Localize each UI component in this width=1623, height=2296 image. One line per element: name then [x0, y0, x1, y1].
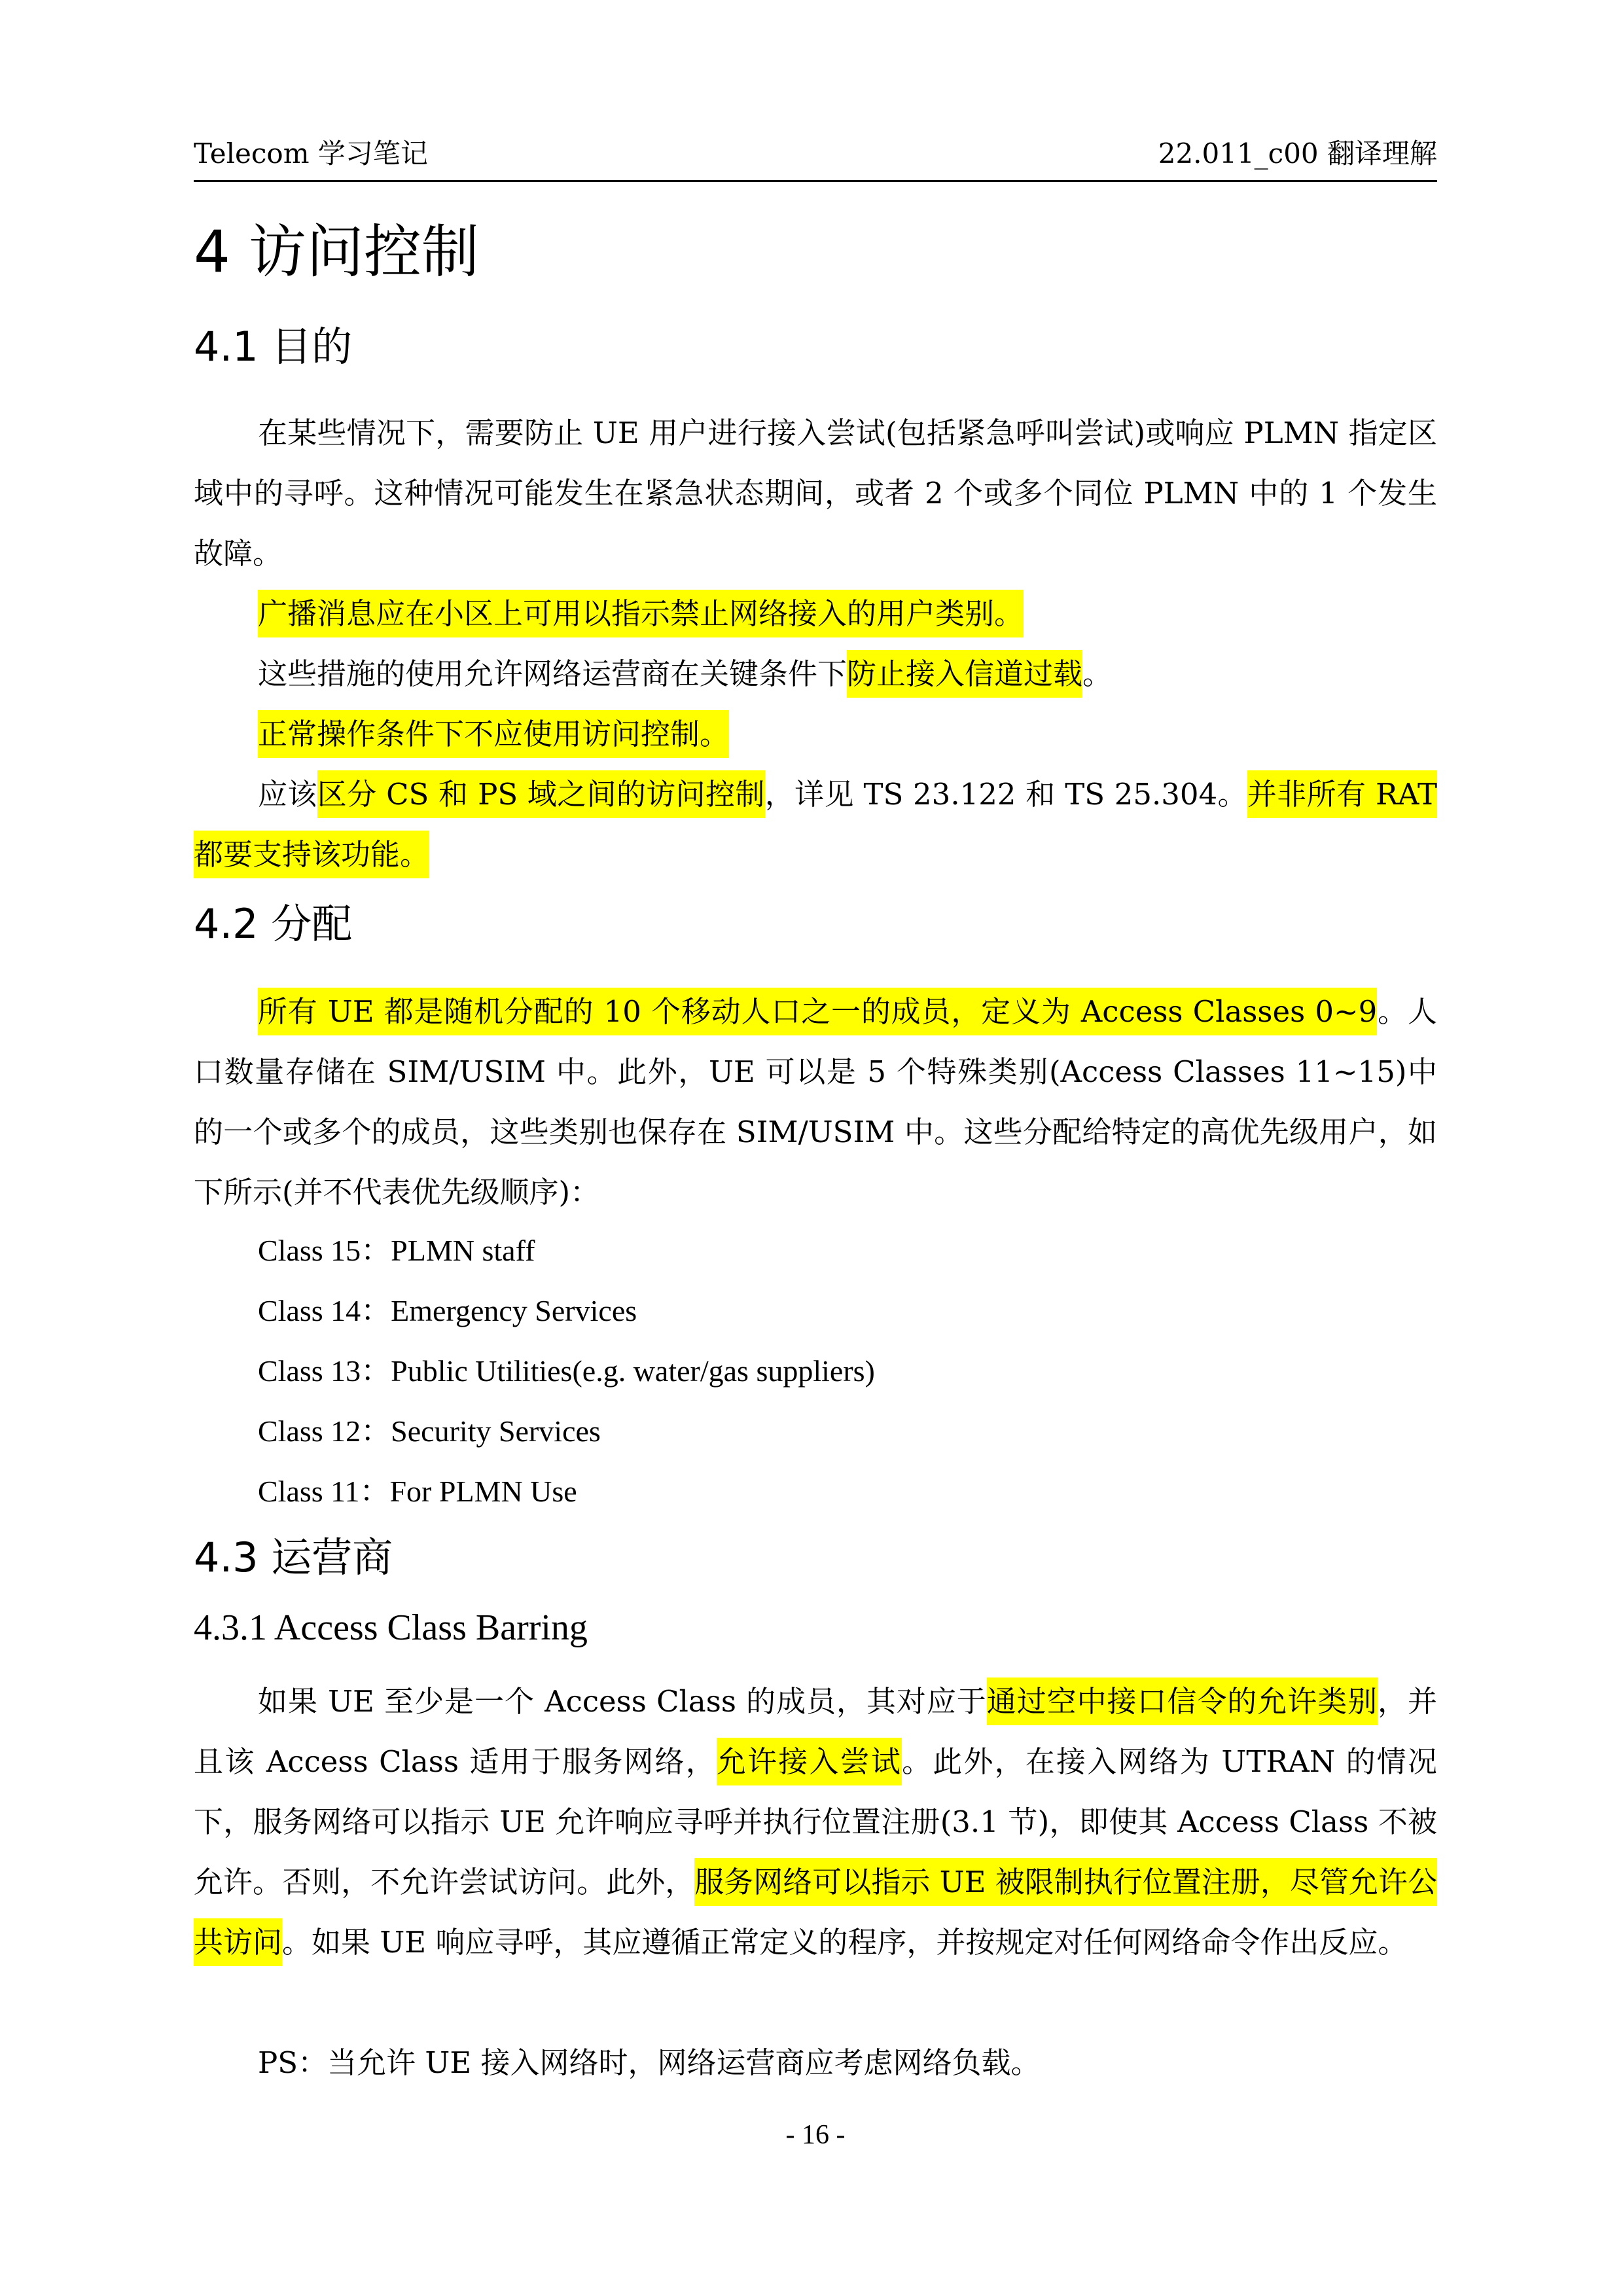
class-item: Class 15：PLMN staff — [258, 1234, 535, 1267]
paragraph-4-1-2 — [258, 584, 1024, 644]
page-number: - 16 - — [785, 2120, 846, 2150]
paragraph-4-1-5 — [194, 764, 1437, 885]
highlight: 允许接入尝试 — [717, 1738, 902, 1785]
highlight: 所有 UE 都是随机分配的 10 个移动人口之一的成员，定义为 Access Classes 0~9 — [258, 988, 1377, 1035]
text-run: 。人口数量存储在 SIM/USIM 中。此外，UE 可以是 5 个特殊类别(Access Classes 11~15)中的一个或多个的成员，这些类别也保存在 SIM/USIM 中。这些分配给特定的高优先级用户，如下所示(并不代表优先级顺序)： — [194, 994, 1437, 1210]
paragraph-4-2-1 — [194, 982, 1437, 1223]
section-4-3-title: 4.3 运营商 — [194, 1534, 393, 1581]
section-4-1-title: 4.1 目的 — [194, 323, 353, 370]
class-item: Class 11：For PLMN Use — [258, 1475, 577, 1508]
header-left: Telecom 学习笔记 — [194, 137, 428, 170]
text-run: ，并且该 Access Class 适用于服务网络， — [194, 1684, 1437, 1779]
section-4-2-title: 4.2 分配 — [194, 900, 353, 948]
paragraph-ps: PS：当允许 UE 接入网络时，网络运营商应考虑网络负载。 — [258, 2045, 1041, 2080]
class-item: Class 14：Emergency Services — [258, 1294, 637, 1327]
text-run: 这些措施的使用允许网络运营商在关键条件下 — [258, 656, 847, 691]
text-run: 。此外，在接入网络为 UTRAN 的情况下，服务网络可以指示 UE 允许响应寻呼并执行位置注册(3.1 节)，即使其 Access Class 不被允许。否则，不允许尝试访问。此外， — [194, 1744, 1437, 1899]
highlight: 并非所有 RAT 都要支持该功能。 — [194, 770, 1437, 878]
chapter-title: 4 访问控制 — [194, 218, 479, 285]
paragraph-4-1-4 — [258, 704, 729, 764]
highlight: 通过空中接口信令的允许类别 — [987, 1677, 1378, 1725]
highlight: 正常操作条件下不应使用访问控制。 — [258, 710, 729, 758]
text-run: 。如果 UE 响应寻呼，其应遵循正常定义的程序，并按规定对任何网络命令作出反应。 — [282, 1925, 1408, 1960]
paragraph-4-1-3 — [258, 644, 1112, 704]
section-4-3-1-title: 4.3.1 Access Class Barring — [194, 1607, 588, 1648]
text-run: 应该 — [258, 777, 317, 812]
paragraph-4-1-1: 在某些情况下，需要防止 UE 用户进行接入尝试(包括紧急呼叫尝试)或响应 PLMN 指定区域中的寻呼。这种情况可能发生在紧急状态期间，或者 2 个或多个同位 PLMN 中的 1 个发生故障。 — [194, 416, 1437, 571]
class-item: Class 13：Public Utilities(e.g. water/gas suppliers) — [258, 1354, 875, 1388]
paragraph-4-3-1 — [194, 1672, 1437, 1973]
header-right: 22.011_c00 翻译理解 — [1158, 137, 1437, 170]
text-run: 如果 UE 至少是一个 Access Class 的成员，其对应于 — [258, 1684, 987, 1719]
highlight: 防止接入信道过载 — [847, 650, 1082, 698]
class-item: Class 12：Security Services — [258, 1414, 601, 1448]
text-run: ，详见 TS 23.122 和 TS 25.304。 — [764, 777, 1247, 812]
text-run: 。 — [1082, 656, 1113, 691]
highlight: 服务网络可以指示 UE 被限制执行位置注册，尽管允许公共访问 — [194, 1858, 1437, 1966]
highlight: 广播消息应在小区上可用以指示禁止网络接入的用户类别。 — [258, 590, 1024, 637]
page-header — [194, 134, 1437, 182]
highlight: 区分 CS 和 PS 域之间的访问控制 — [317, 770, 765, 818]
